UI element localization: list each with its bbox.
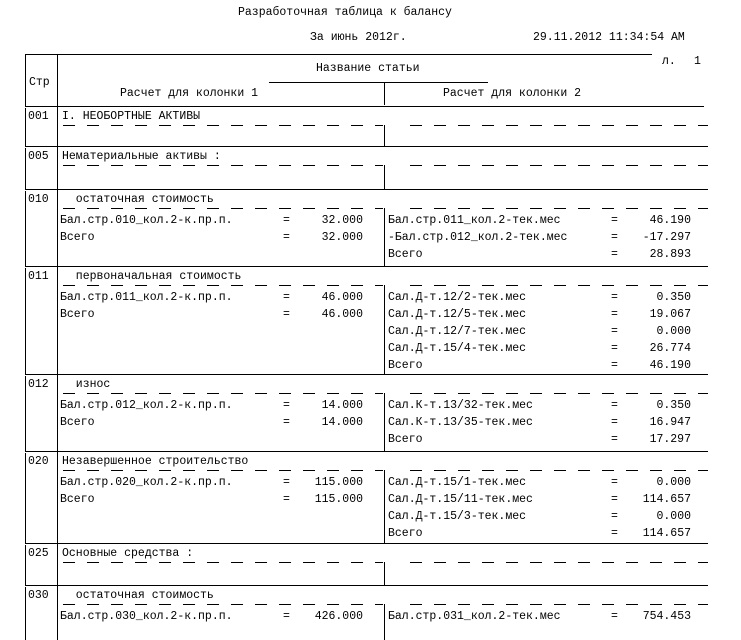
col2-value: 46.190 <box>649 214 691 227</box>
row-col-divider <box>384 208 385 266</box>
row-bottom-border <box>25 266 708 267</box>
col1-value: 115.000 <box>314 493 363 506</box>
row-dash-col1 <box>58 125 383 126</box>
row-bottom-border <box>25 451 708 452</box>
report-timestamp: 29.11.2012 11:34:54 AM <box>533 31 685 44</box>
col1-equals: = <box>283 308 290 321</box>
row-dash-col2 <box>410 125 708 126</box>
col2-formula: Бал.стр.011_кол.2-тек.мес <box>388 214 561 227</box>
row-left-border <box>25 191 26 266</box>
col1-formula: Бал.стр.030_кол.2-к.пр.п. <box>60 610 233 623</box>
row-dash-col2 <box>410 393 708 394</box>
row-code: 020 <box>28 455 49 468</box>
row-str-divider <box>57 266 58 374</box>
row-code: 012 <box>28 378 49 391</box>
row-left-border <box>25 587 26 640</box>
row-dash-col1 <box>58 470 383 471</box>
col2-equals: = <box>611 610 618 623</box>
row-bottom-border <box>25 543 708 544</box>
header-col1: Расчет для колонки 1 <box>120 87 259 100</box>
row-col-divider <box>384 470 385 543</box>
col2-equals: = <box>611 231 618 244</box>
row-dash-col1 <box>58 562 383 563</box>
report-title: Разработочная таблица к балансу <box>238 6 452 19</box>
col2-formula: Всего <box>388 433 423 446</box>
col2-equals: = <box>611 308 618 321</box>
col2-equals: = <box>611 291 618 304</box>
col2-equals: = <box>611 476 618 489</box>
col2-formula: Сал.Д-т.12/7-тек.мес <box>388 325 527 338</box>
row-dash-col1 <box>58 393 383 394</box>
col2-value: 0.000 <box>656 510 691 523</box>
row-code: 025 <box>28 547 49 560</box>
row-col-divider <box>384 393 385 451</box>
col2-value: 19.067 <box>649 308 691 321</box>
row-dash-col2 <box>410 562 708 563</box>
col2-equals: = <box>611 248 618 261</box>
row-dash-col1 <box>58 285 383 286</box>
row-str-divider <box>57 543 58 585</box>
page-label: л. <box>662 55 676 68</box>
row-left-border <box>25 148 26 189</box>
col1-formula: Всего <box>60 416 95 429</box>
row-title: первоначальная стоимость <box>62 270 242 283</box>
header-name-underline <box>269 82 488 83</box>
row-title: Нематериальные активы : <box>62 150 221 163</box>
col1-equals: = <box>283 610 290 623</box>
col2-value: 0.000 <box>656 325 691 338</box>
page-number: 1 <box>694 55 701 68</box>
col2-equals: = <box>611 214 618 227</box>
row-col-divider <box>384 562 385 585</box>
col2-formula: Всего <box>388 527 423 540</box>
col2-formula: Сал.Д-т.12/5-тек.мес <box>388 308 527 321</box>
header-str: Стр <box>29 76 50 89</box>
col1-equals: = <box>283 416 290 429</box>
row-code: 010 <box>28 193 49 206</box>
col2-value: 114.657 <box>642 493 691 506</box>
col1-value: 115.000 <box>314 476 363 489</box>
row-col-divider <box>384 285 385 374</box>
col2-value: 0.350 <box>656 291 691 304</box>
col1-equals: = <box>283 493 290 506</box>
row-bottom-border <box>25 146 708 147</box>
col1-value: 14.000 <box>321 399 363 412</box>
row-title: Основные средства : <box>62 547 194 560</box>
row-str-divider <box>57 189 58 266</box>
row-col-divider <box>384 125 385 146</box>
row-title: Незавершенное строительство <box>62 455 249 468</box>
col2-value: 28.893 <box>649 248 691 261</box>
row-left-border <box>25 453 26 543</box>
col2-formula: Всего <box>388 359 423 372</box>
col2-value: 0.350 <box>656 399 691 412</box>
row-dash-col1 <box>58 604 383 605</box>
row-str-divider <box>57 374 58 451</box>
col2-equals: = <box>611 416 618 429</box>
col2-equals: = <box>611 527 618 540</box>
row-left-border <box>25 268 26 374</box>
col2-value: 114.657 <box>642 527 691 540</box>
col2-equals: = <box>611 325 618 338</box>
row-dash-col2 <box>410 165 708 166</box>
row-str-divider <box>57 585 58 640</box>
col1-value: 32.000 <box>321 214 363 227</box>
col1-value: 32.000 <box>321 231 363 244</box>
row-dash-col1 <box>58 165 383 166</box>
col1-equals: = <box>283 399 290 412</box>
col2-formula: -Бал.стр.012_кол.2-тек.мес <box>388 231 568 244</box>
col2-formula: Сал.Д-т.15/1-тек.мес <box>388 476 527 489</box>
row-bottom-border <box>25 585 708 586</box>
header-name: Название статьи <box>316 62 420 75</box>
row-code: 001 <box>28 110 49 123</box>
col1-equals: = <box>283 291 290 304</box>
col1-value: 426.000 <box>314 610 363 623</box>
col2-formula: Сал.Д-т.12/2-тек.мес <box>388 291 527 304</box>
col1-equals: = <box>283 214 290 227</box>
row-str-divider <box>57 146 58 189</box>
col2-value: 46.190 <box>649 359 691 372</box>
col2-value: 0.000 <box>656 476 691 489</box>
row-code: 030 <box>28 589 49 602</box>
col2-formula: Сал.Д-т.15/11-тек.мес <box>388 493 533 506</box>
row-title: остаточная стоимость <box>62 193 214 206</box>
col2-formula: Всего <box>388 248 423 261</box>
row-col-divider <box>384 165 385 189</box>
col1-value: 14.000 <box>321 416 363 429</box>
row-col-divider <box>384 604 385 640</box>
col2-equals: = <box>611 510 618 523</box>
row-code: 005 <box>28 150 49 163</box>
row-title: I. НЕОБОРТНЫЕ АКТИВЫ <box>62 110 201 123</box>
row-dash-col1 <box>58 208 383 209</box>
col2-equals: = <box>611 433 618 446</box>
row-left-border <box>25 108 26 146</box>
header-bottom-border <box>25 106 704 107</box>
row-dash-col2 <box>410 285 708 286</box>
row-code: 011 <box>28 270 49 283</box>
col2-formula: Сал.К-т.13/35-тек.мес <box>388 416 533 429</box>
row-dash-col2 <box>410 470 708 471</box>
row-str-divider <box>57 106 58 146</box>
col1-value: 46.000 <box>321 291 363 304</box>
report-period: За июнь 2012г. <box>310 31 407 44</box>
col1-formula: Всего <box>60 231 95 244</box>
col1-equals: = <box>283 231 290 244</box>
col2-equals: = <box>611 359 618 372</box>
col2-formula: Сал.Д-т.15/4-тек.мес <box>388 342 527 355</box>
col2-formula: Бал.стр.031_кол.2-тек.мес <box>388 610 561 623</box>
header-top-border <box>25 54 652 55</box>
col2-formula: Сал.К-т.13/32-тек.мес <box>388 399 533 412</box>
col2-formula: Сал.Д-т.15/3-тек.мес <box>388 510 527 523</box>
col2-value: 17.297 <box>649 433 691 446</box>
col1-formula: Всего <box>60 308 95 321</box>
row-title: износ <box>62 378 111 391</box>
row-dash-col2 <box>410 208 708 209</box>
row-dash-col2 <box>410 604 708 605</box>
col2-equals: = <box>611 342 618 355</box>
row-bottom-border <box>25 189 708 190</box>
row-title: остаточная стоимость <box>62 589 214 602</box>
col1-equals: = <box>283 476 290 489</box>
row-str-divider <box>57 451 58 543</box>
col2-value: 16.947 <box>649 416 691 429</box>
col2-equals: = <box>611 399 618 412</box>
col1-formula: Бал.стр.012_кол.2-к.пр.п. <box>60 399 233 412</box>
col1-formula: Бал.стр.011_кол.2-к.пр.п. <box>60 291 233 304</box>
col1-formula: Всего <box>60 493 95 506</box>
row-left-border <box>25 545 26 585</box>
col2-value: -17.297 <box>642 231 691 244</box>
col2-equals: = <box>611 493 618 506</box>
header-col2: Расчет для колонки 2 <box>443 87 582 100</box>
col2-value: 754.453 <box>642 610 691 623</box>
header-col-divider <box>384 83 385 105</box>
col1-value: 46.000 <box>321 308 363 321</box>
col1-formula: Бал.стр.010_кол.2-к.пр.п. <box>60 214 233 227</box>
header-str-divider <box>57 54 58 106</box>
row-left-border <box>25 376 26 451</box>
row-bottom-border <box>25 374 708 375</box>
header-left-border <box>25 54 26 106</box>
col1-formula: Бал.стр.020_кол.2-к.пр.п. <box>60 476 233 489</box>
col2-value: 26.774 <box>649 342 691 355</box>
